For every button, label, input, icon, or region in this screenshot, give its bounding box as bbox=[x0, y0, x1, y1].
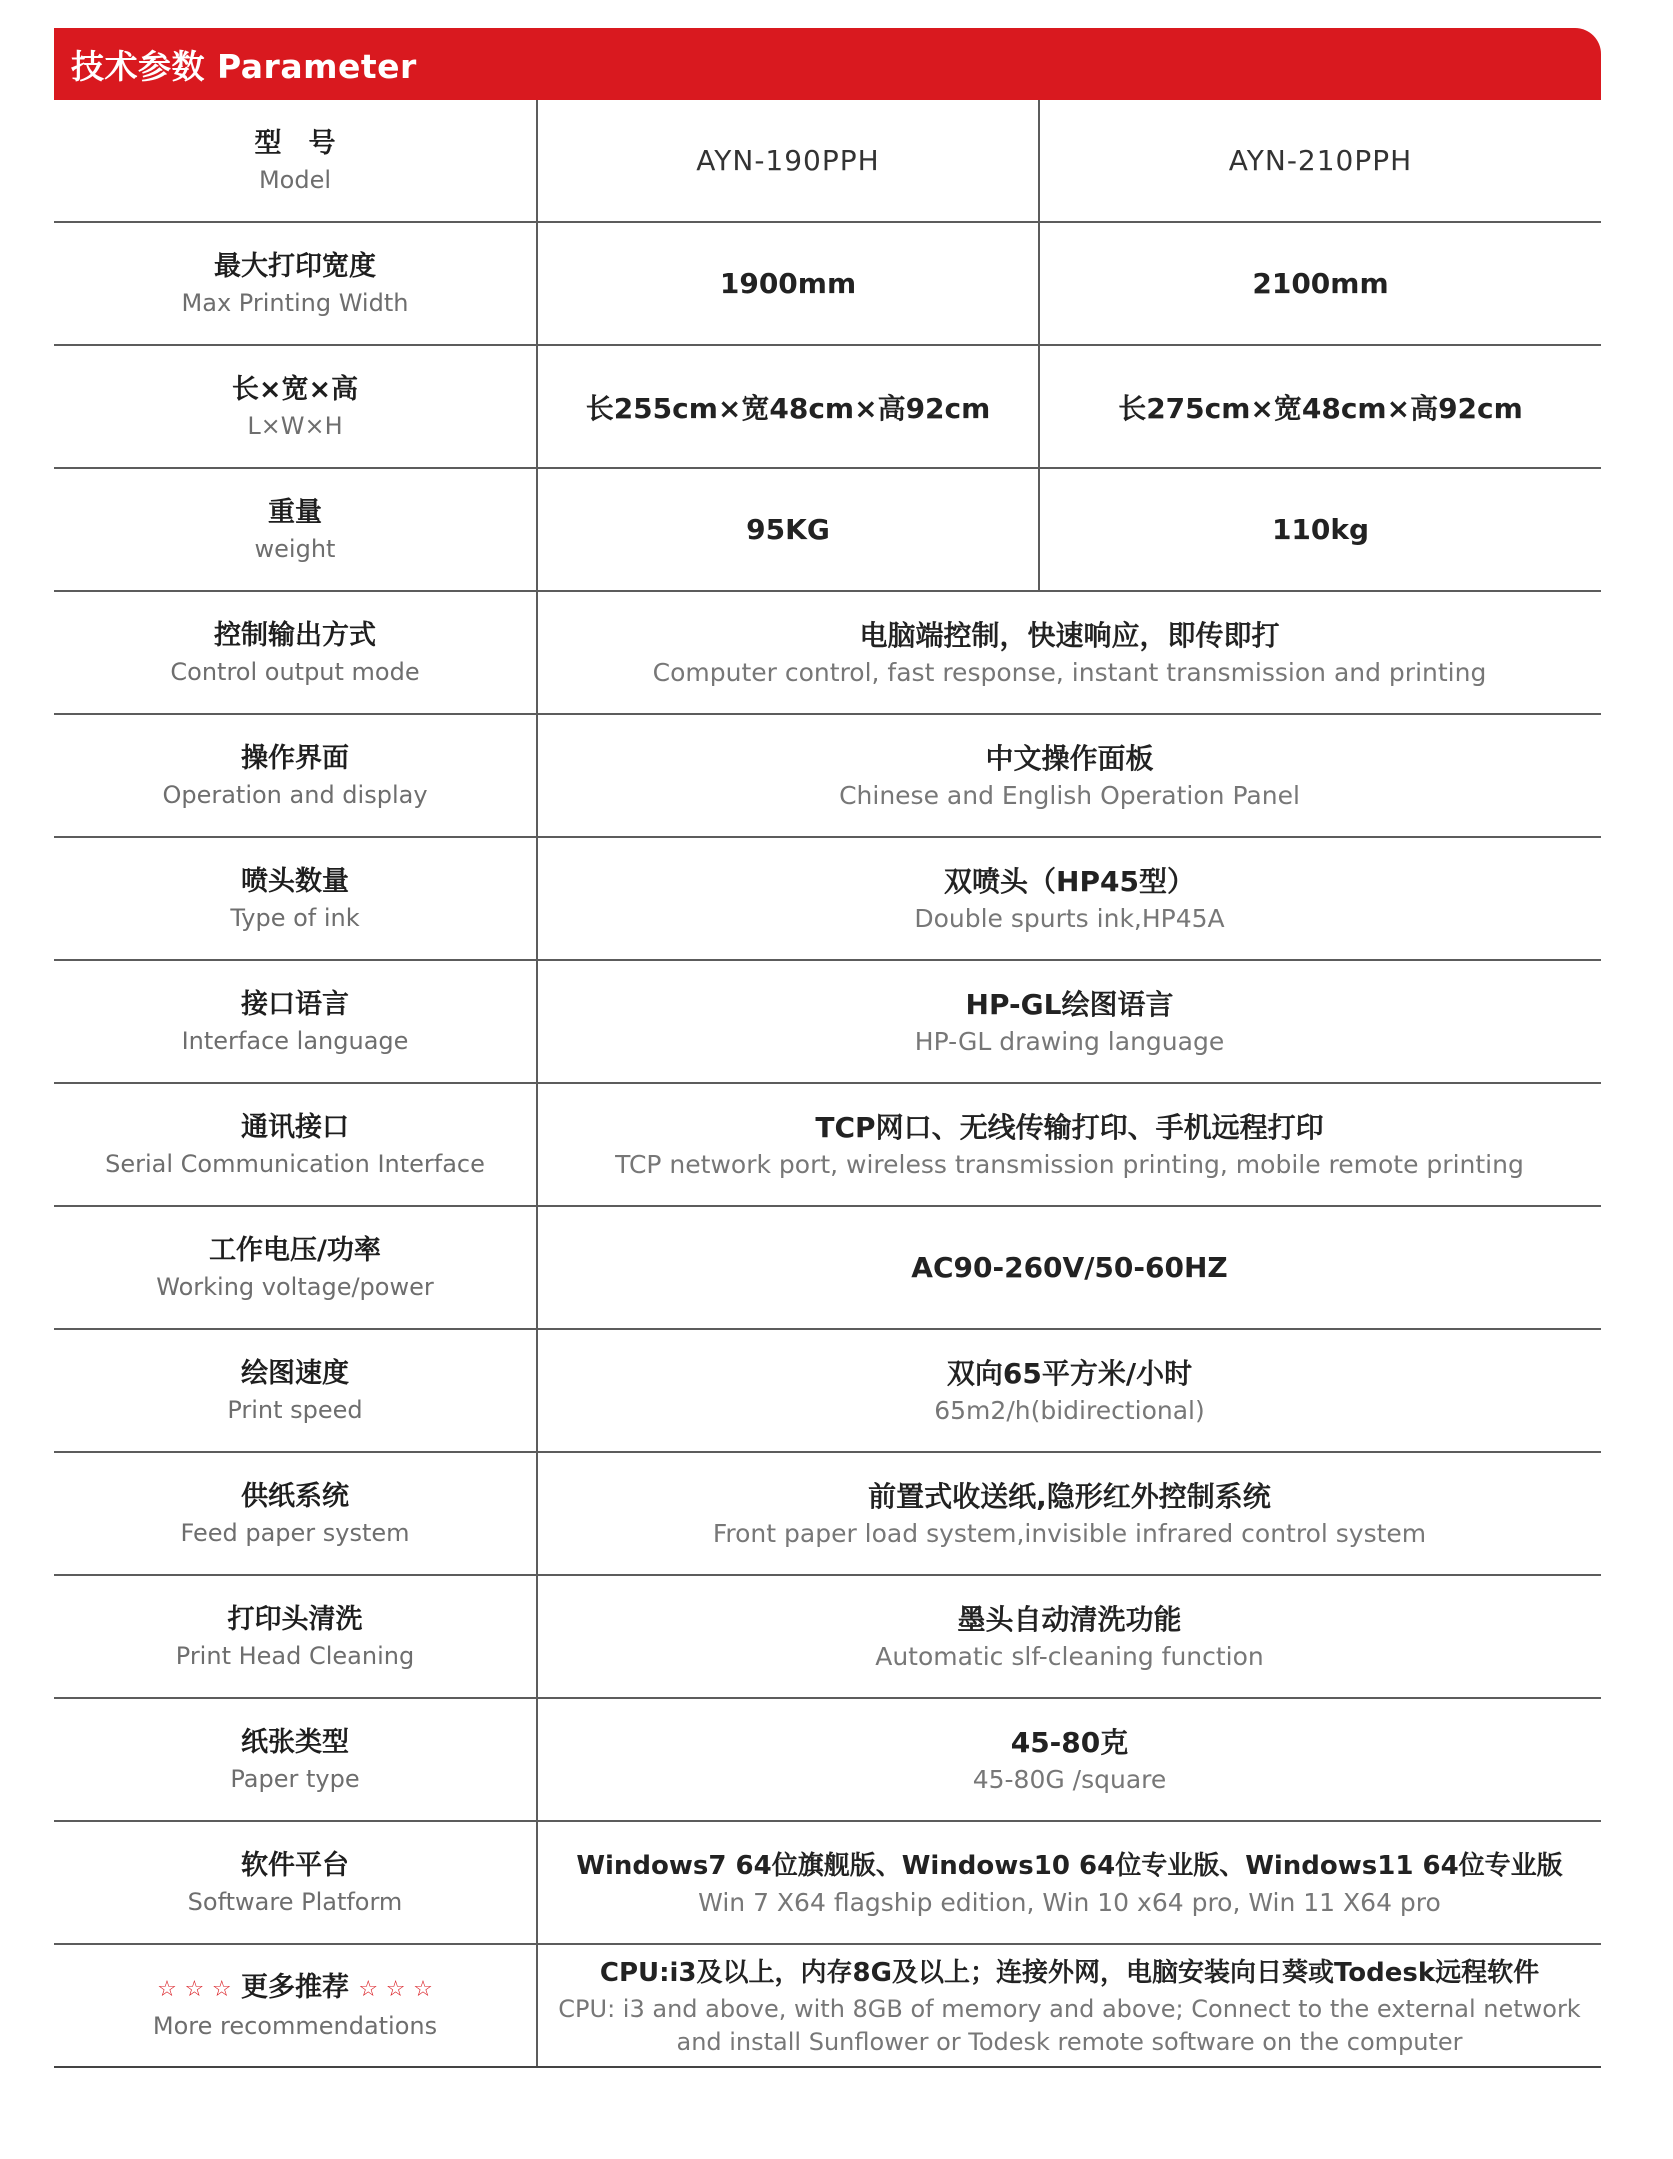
label-cn-line bbox=[157, 1969, 433, 2009]
row-model bbox=[54, 100, 1601, 223]
row-interface bbox=[54, 961, 1601, 1084]
label-cn: 接口语言 bbox=[241, 988, 349, 1020]
header-title: 技术参数 Parameter bbox=[71, 46, 417, 86]
value-span-cell bbox=[538, 715, 1601, 836]
label-en: Print Head Cleaning bbox=[175, 1641, 415, 1670]
value-span-cell bbox=[538, 592, 1601, 713]
label-en: Control output mode bbox=[170, 657, 420, 686]
label-en: Model bbox=[258, 165, 332, 194]
value-en: TCP network port, wireless transmission printing, mobile remote printing bbox=[615, 1149, 1524, 1179]
value-span-cell bbox=[538, 1945, 1601, 2066]
parameter-table bbox=[54, 100, 1601, 2068]
label-cn: 最大打印宽度 bbox=[214, 250, 376, 282]
label-cn: 控制输出方式 bbox=[214, 619, 376, 651]
value-en: Win 7 X64 flagship edition, Win 10 x64 pro, Win 11 X64 pro bbox=[698, 1887, 1441, 1917]
value-left-cell bbox=[538, 223, 1040, 344]
label-cell bbox=[54, 1330, 538, 1451]
dims-left: 长255cm×宽48cm×高92cm bbox=[585, 391, 991, 425]
value-cn: 前置式收送纸,隐形红外控制系统 bbox=[868, 1479, 1271, 1513]
value-en: 45-80G /square bbox=[972, 1764, 1167, 1794]
value-right-cell bbox=[1040, 346, 1601, 467]
value-span-cell bbox=[538, 961, 1601, 1082]
value-en: Automatic slf-cleaning function bbox=[875, 1641, 1264, 1671]
label-cn: 工作电压/功率 bbox=[209, 1234, 381, 1266]
label-cell bbox=[54, 1699, 538, 1820]
label-cn: 长×宽×高 bbox=[231, 373, 359, 405]
star-icon: ☆ ☆ ☆ bbox=[358, 1976, 433, 2002]
value-en: HP-GL drawing language bbox=[914, 1026, 1225, 1056]
value-right-cell bbox=[1040, 223, 1601, 344]
value-span-cell bbox=[538, 838, 1601, 959]
value-right-cell bbox=[1040, 469, 1601, 590]
model-right: AYN-210PPH bbox=[1228, 144, 1413, 177]
label-en: L×W×H bbox=[247, 411, 343, 440]
label-cell bbox=[54, 100, 538, 221]
value-en: Front paper load system,invisible infrared control system bbox=[712, 1518, 1427, 1548]
value-span-cell bbox=[538, 1699, 1601, 1820]
label-cn: 供纸系统 bbox=[241, 1480, 349, 1512]
row-nozzle bbox=[54, 838, 1601, 961]
value-span-cell bbox=[538, 1084, 1601, 1205]
value-left-cell bbox=[538, 100, 1040, 221]
row-weight bbox=[54, 469, 1601, 592]
label-cell bbox=[54, 346, 538, 467]
row-paper bbox=[54, 1699, 1601, 1822]
model-left: AYN-190PPH bbox=[696, 144, 880, 177]
label-en: Type of ink bbox=[230, 903, 360, 932]
label-cn: 通讯接口 bbox=[241, 1111, 349, 1143]
label-cn: 喷头数量 bbox=[241, 865, 349, 897]
label-en: Print speed bbox=[227, 1395, 363, 1424]
row-dimensions bbox=[54, 346, 1601, 469]
width-left: 1900mm bbox=[719, 267, 857, 300]
value-cn: 45-80克 bbox=[1010, 1725, 1129, 1759]
label-cn: 操作界面 bbox=[241, 742, 349, 774]
value-cn: CPU:i3及以上，内存8G及以上；连接外网，电脑安装向日葵或Todesk远程软件 bbox=[599, 1957, 1540, 1988]
value-cn: AC90-260V/50-60HZ bbox=[911, 1250, 1228, 1284]
row-power bbox=[54, 1207, 1601, 1330]
label-cell bbox=[54, 1207, 538, 1328]
value-span-cell bbox=[538, 1453, 1601, 1574]
label-cell bbox=[54, 1576, 538, 1697]
value-cn: 双向65平方米/小时 bbox=[946, 1356, 1193, 1390]
value-left-cell bbox=[538, 469, 1040, 590]
dims-right: 长275cm×宽48cm×高92cm bbox=[1118, 391, 1523, 425]
label-en: More recommendations bbox=[152, 2011, 438, 2040]
value-span-cell bbox=[538, 1330, 1601, 1451]
label-cell bbox=[54, 1822, 538, 1943]
value-en: Chinese and English Operation Panel bbox=[839, 780, 1300, 810]
row-cleaning bbox=[54, 1576, 1601, 1699]
value-en: 65m2/h(bidirectional) bbox=[934, 1395, 1205, 1425]
value-en: Computer control, fast response, instant transmission and printing bbox=[652, 657, 1487, 687]
label-en: Software Platform bbox=[187, 1887, 403, 1916]
label-en: Serial Communication Interface bbox=[105, 1149, 485, 1178]
label-cell bbox=[54, 592, 538, 713]
width-right: 2100mm bbox=[1252, 267, 1389, 300]
label-cell bbox=[54, 469, 538, 590]
label-cell bbox=[54, 715, 538, 836]
value-cn: 墨头自动清洗功能 bbox=[957, 1602, 1182, 1636]
label-cell bbox=[54, 1945, 538, 2066]
label-en: Paper type bbox=[230, 1764, 360, 1793]
value-cn: HP-GL绘图语言 bbox=[965, 987, 1174, 1021]
label-cn: 软件平台 bbox=[241, 1849, 349, 1881]
label-cell bbox=[54, 1084, 538, 1205]
label-cell bbox=[54, 961, 538, 1082]
label-en: Interface language bbox=[181, 1026, 409, 1055]
value-cn: TCP网口、无线传输打印、手机远程打印 bbox=[815, 1110, 1324, 1144]
row-software bbox=[54, 1822, 1601, 1945]
value-en: Double spurts ink,HP45A bbox=[914, 903, 1225, 933]
value-cn: Windows7 64位旗舰版、Windows10 64位专业版、Windows11 64位专业版 bbox=[576, 1850, 1563, 1881]
row-more bbox=[54, 1945, 1601, 2068]
value-en: CPU: i3 and above, with 8GB of memory and above; Connect to the external network and install Sunflower or Todesk remote software on the computer bbox=[558, 1994, 1581, 2056]
label-en: Working voltage/power bbox=[156, 1272, 434, 1301]
row-speed bbox=[54, 1330, 1601, 1453]
value-span-cell bbox=[538, 1207, 1601, 1328]
row-communication bbox=[54, 1084, 1601, 1207]
row-width bbox=[54, 223, 1601, 346]
weight-right: 110kg bbox=[1271, 513, 1370, 546]
value-right-cell bbox=[1040, 100, 1601, 221]
more-label-cn: 更多推荐 bbox=[241, 1971, 349, 2003]
label-en: Feed paper system bbox=[180, 1518, 410, 1547]
label-cell bbox=[54, 223, 538, 344]
row-feed bbox=[54, 1453, 1601, 1576]
value-span-cell bbox=[538, 1576, 1601, 1697]
row-control bbox=[54, 592, 1601, 715]
label-cn: 绘图速度 bbox=[241, 1357, 349, 1389]
label-cn: 纸张类型 bbox=[241, 1726, 349, 1758]
label-cn: 重量 bbox=[268, 496, 322, 528]
star-icon: ☆ ☆ ☆ bbox=[157, 1976, 232, 2002]
value-left-cell bbox=[538, 346, 1040, 467]
label-cn: 型 号 bbox=[254, 127, 336, 159]
label-cell bbox=[54, 1453, 538, 1574]
row-operation bbox=[54, 715, 1601, 838]
label-cell bbox=[54, 838, 538, 959]
value-cn: 中文操作面板 bbox=[985, 741, 1154, 775]
label-en: weight bbox=[254, 534, 336, 563]
value-cn: 双喷头（HP45型） bbox=[944, 864, 1195, 898]
parameter-header bbox=[54, 28, 1601, 100]
value-cn: 电脑端控制，快速响应，即传即打 bbox=[859, 618, 1280, 652]
label-en: Operation and display bbox=[162, 780, 428, 809]
value-span-cell bbox=[538, 1822, 1601, 1943]
weight-left: 95KG bbox=[746, 513, 830, 546]
label-en: Max Printing Width bbox=[181, 288, 409, 317]
label-cn: 打印头清洗 bbox=[227, 1603, 363, 1635]
